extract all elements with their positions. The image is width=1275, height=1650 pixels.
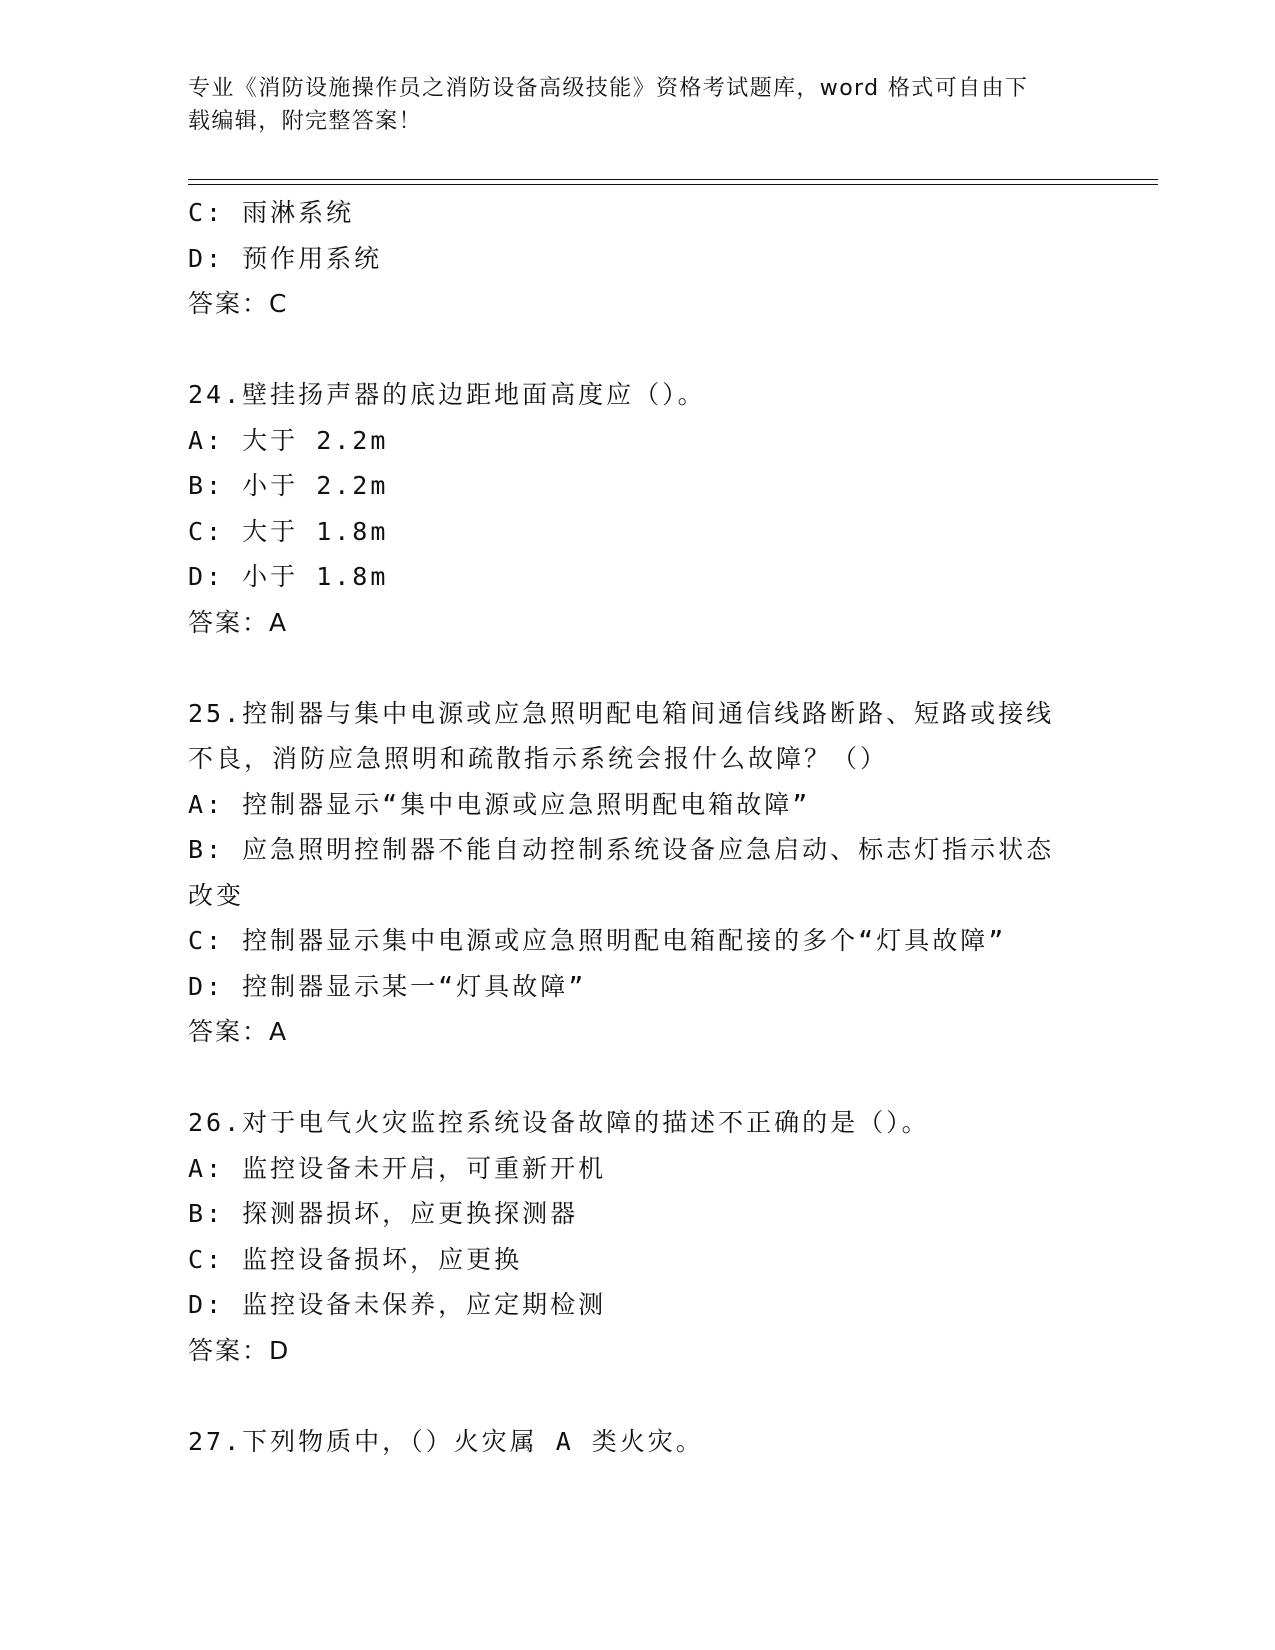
question-list bbox=[188, 190, 1088, 1464]
q23-option-d: D: 预作用系统 bbox=[188, 243, 383, 273]
header-rule-top bbox=[188, 179, 1158, 180]
spacer bbox=[188, 327, 1088, 373]
q26-stem: 26.对于电气火灾监控系统设备故障的描述不正确的是（）。 bbox=[188, 1108, 930, 1137]
q25-option-b-line-1: B: 应急照明控制器不能自动控制系统设备应急启动、标志灯指示状态 bbox=[188, 835, 1055, 864]
document-header bbox=[188, 72, 1088, 138]
q23-answer: 答案：C bbox=[188, 289, 289, 318]
q25-stem-line-1: 25.控制器与集中电源或应急照明配电箱间通信线路断路、短路或接线 bbox=[188, 698, 1055, 728]
q27-stem: 27.下列物质中，（）火灾属 A 类火灾。 bbox=[188, 1426, 704, 1456]
q25-option-b-line-2: 改变 bbox=[188, 880, 245, 910]
header-rule-bottom bbox=[188, 184, 1158, 185]
q24-option-a: A: 大于 2.2m bbox=[188, 425, 389, 455]
q25-option-c: C: 控制器显示集中电源或应急照明配电箱配接的多个“灯具故障” bbox=[188, 926, 1007, 955]
q25-option-a: A: 控制器显示“集中电源或应急照明配电箱故障” bbox=[188, 789, 811, 819]
q26-answer: 答案：D bbox=[188, 1335, 291, 1365]
q25-stem-line-2: 不良，消防应急照明和疏散指示系统会报什么故障？（） bbox=[188, 744, 889, 773]
header-line-2: 载编辑，附完整答案！ bbox=[188, 109, 423, 134]
spacer bbox=[188, 1373, 1088, 1419]
q26-option-b: B: 探测器损坏，应更换探测器 bbox=[188, 1199, 579, 1228]
q24-answer: 答案：A bbox=[188, 607, 289, 637]
q26-option-d: D: 监控设备未保养，应定期检测 bbox=[188, 1290, 607, 1319]
q24-option-d: D: 小于 1.8m bbox=[188, 562, 389, 591]
q26-option-a: A: 监控设备未开启，可重新开机 bbox=[188, 1153, 607, 1183]
q25-answer: 答案：A bbox=[188, 1017, 289, 1046]
header-line-1: 专业《消防设施操作员之消防设备高级技能》资格考试题库，word 格式可自由下 bbox=[188, 76, 1029, 101]
q24-stem: 24.壁挂扬声器的底边距地面高度应（）。 bbox=[188, 380, 706, 409]
spacer bbox=[188, 645, 1088, 691]
q25-option-d: D: 控制器显示某一“灯具故障” bbox=[188, 971, 587, 1001]
q24-option-b: B: 小于 2.2m bbox=[188, 471, 389, 500]
q23-option-c: C: 雨淋系统 bbox=[188, 198, 355, 227]
spacer bbox=[188, 1055, 1088, 1101]
q24-option-c: C: 大于 1.8m bbox=[188, 516, 389, 546]
q26-option-c: C: 监控设备损坏，应更换 bbox=[188, 1244, 523, 1274]
